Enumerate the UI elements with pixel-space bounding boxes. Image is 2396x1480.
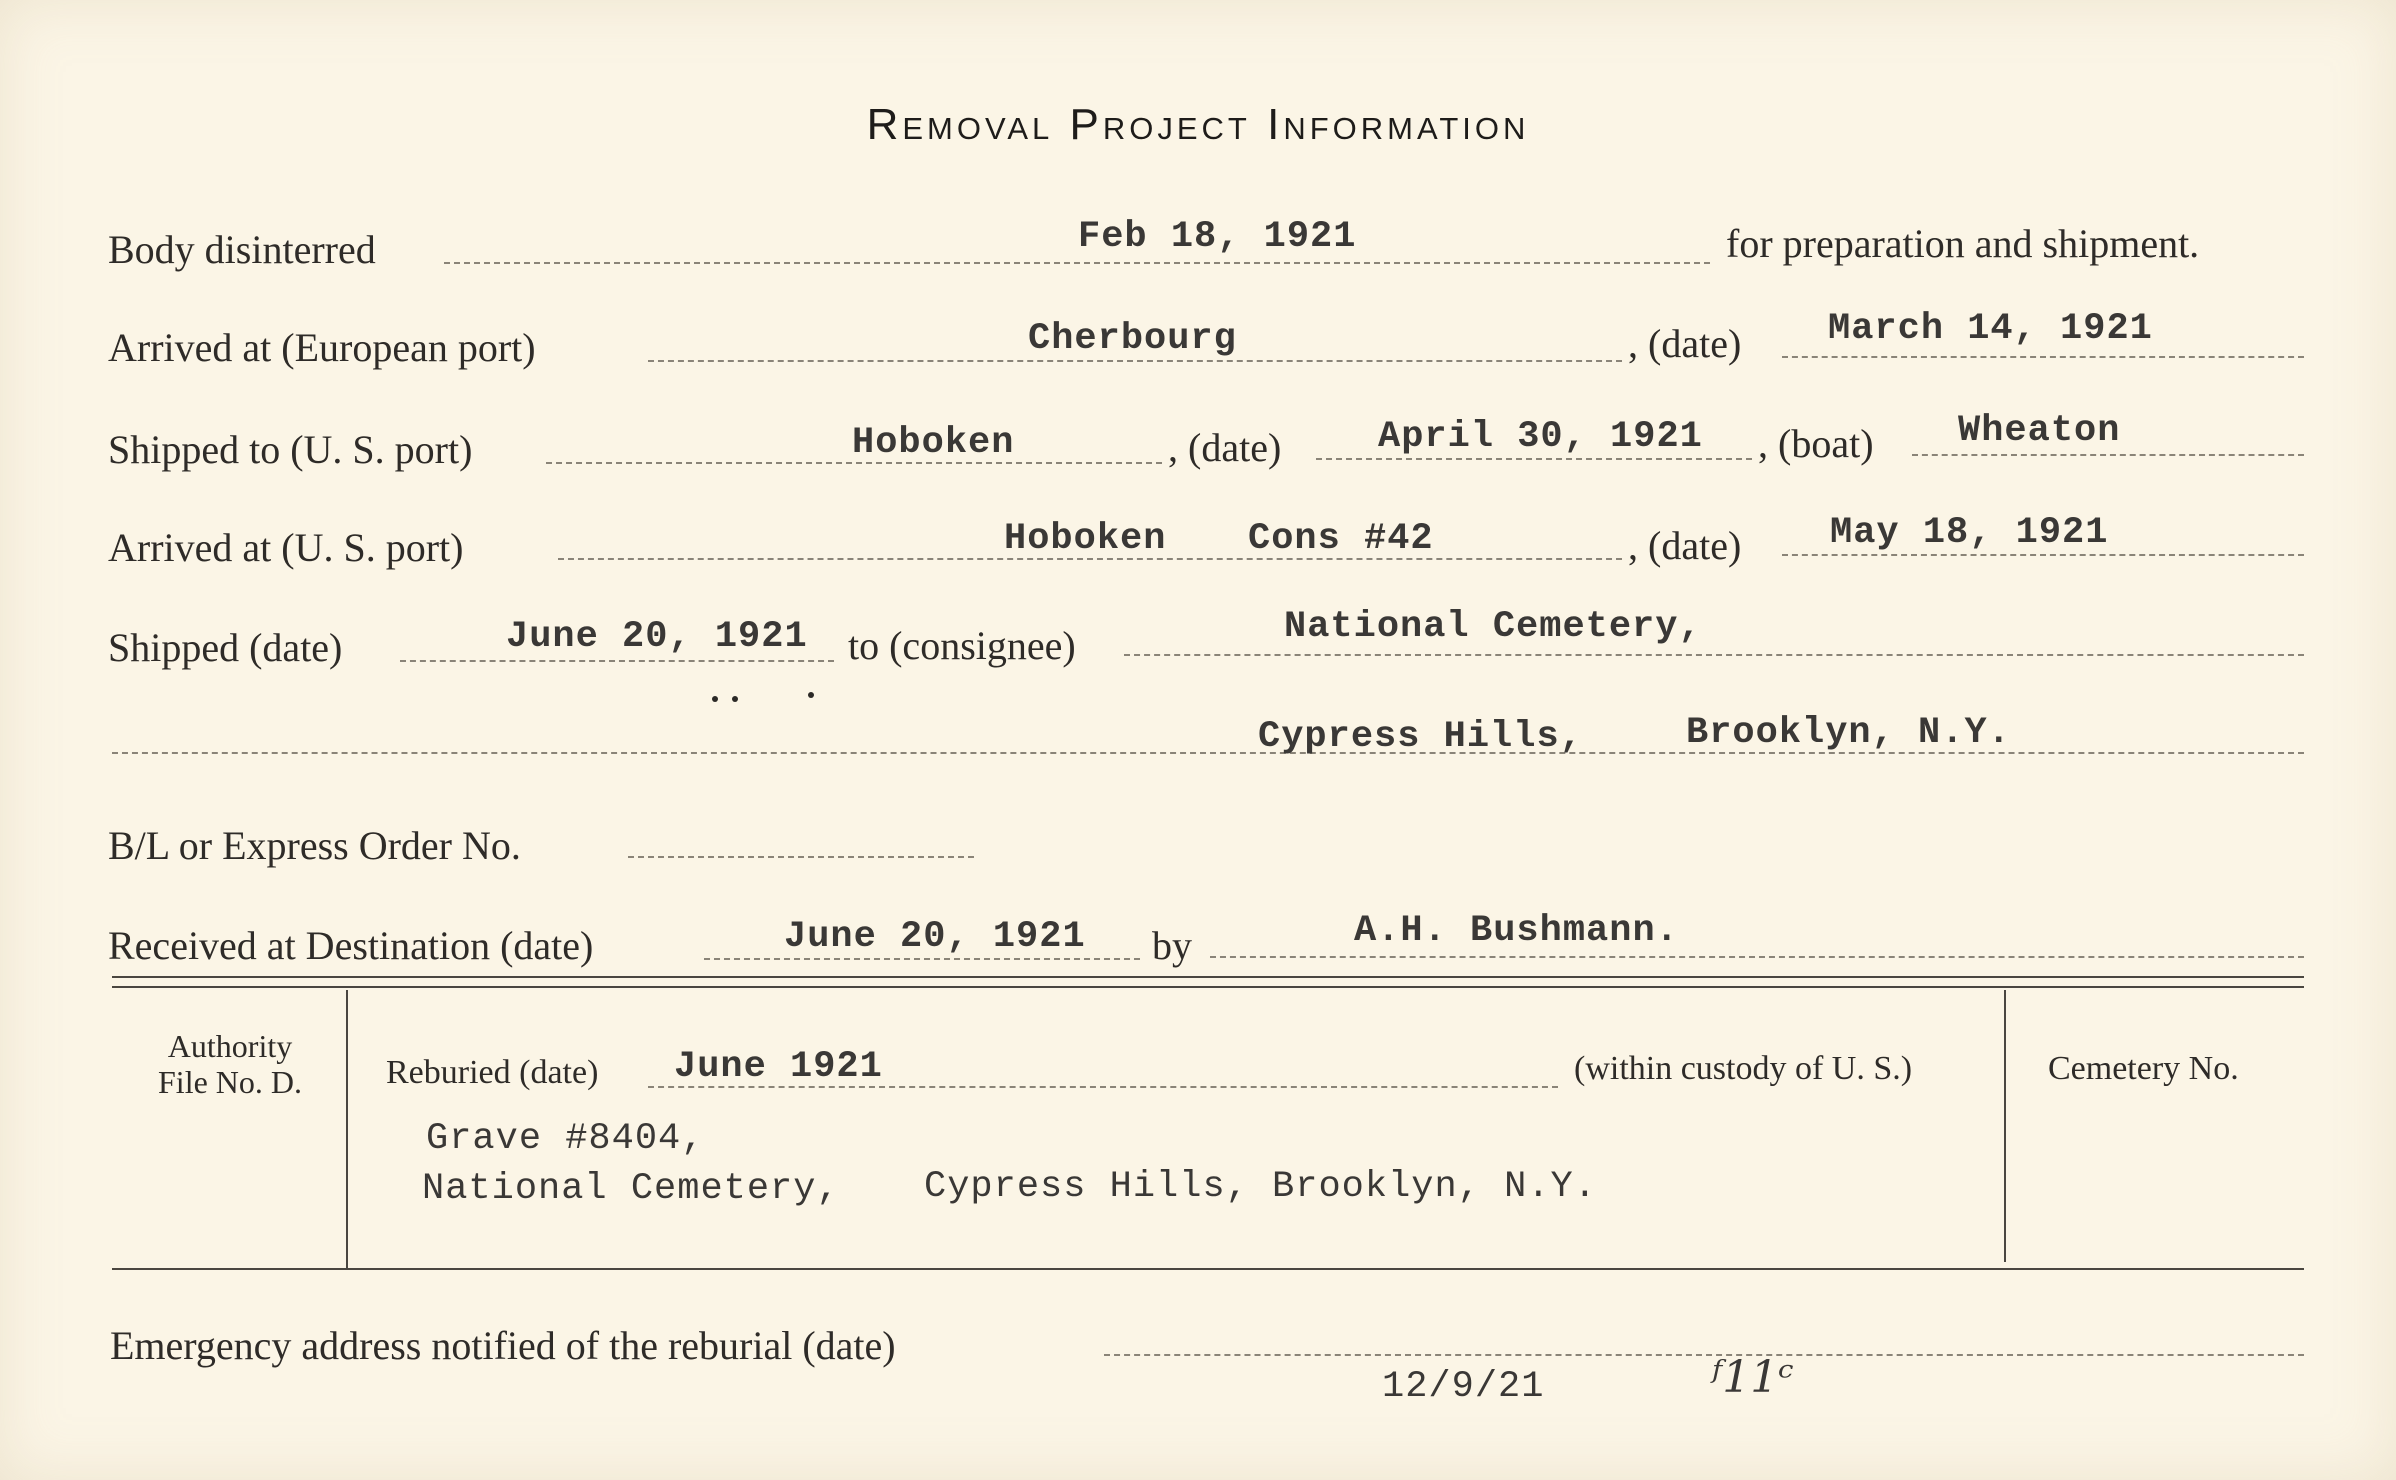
grave-location-cemetery: National Cemetery,	[422, 1168, 840, 1210]
emergency-date: 12/9/21	[1382, 1366, 1545, 1408]
authority-file-label	[130, 1028, 330, 1100]
shipped-to-date-label: , (date)	[1168, 425, 1282, 470]
consignee-label: to (consignee)	[848, 623, 1076, 668]
us-port-date-line	[1782, 554, 2304, 556]
us-port-value: Hoboken	[1004, 518, 1167, 560]
cemetery-no-label: Cemetery No.	[2048, 1050, 2239, 1087]
file-no-label: File No. D.	[158, 1064, 302, 1100]
received-date: June 20, 1921	[784, 916, 1086, 958]
card-title: Removal Project Information	[866, 100, 1530, 149]
body-disinterred-date: Feb 18, 1921	[1078, 216, 1357, 258]
received-label: Received at Destination (date)	[108, 923, 594, 968]
reburied-date: June 1921	[674, 1046, 883, 1088]
shipped-to-date: April 30, 1921	[1378, 416, 1703, 458]
shipped-date-value: June 20, 1921	[506, 616, 808, 658]
bl-express-line	[628, 856, 974, 858]
us-port-consignment: Cons #42	[1248, 518, 1434, 560]
authority-label: Authority	[167, 1028, 293, 1064]
custody-label: (within custody of U. S.)	[1574, 1050, 1913, 1087]
consignee-line2-place: Cypress Hills,	[1258, 716, 1583, 758]
shipped-to-port: Hoboken	[852, 422, 1015, 464]
shipped-to-date-line	[1316, 458, 1752, 460]
body-disinterred-line	[444, 262, 1710, 264]
european-port-date: March 14, 1921	[1828, 308, 2153, 350]
box-bottom-rule	[112, 1268, 2304, 1270]
reburied-label: Reburied (date)	[386, 1054, 599, 1091]
boat-line	[1912, 454, 2304, 456]
grave-location-city: Cypress Hills, Brooklyn, N.Y.	[924, 1166, 1597, 1208]
us-port-date-label: , (date)	[1628, 523, 1742, 568]
body-disinterred-label: Body disinterred	[108, 227, 376, 272]
received-by-value: A.H. Bushmann.	[1354, 910, 1679, 952]
box-top-rule	[112, 976, 2304, 978]
boat-label: , (boat)	[1758, 421, 1874, 466]
shipped-date-line	[400, 660, 834, 662]
shipped-to-label: Shipped to (U. S. port)	[108, 427, 473, 472]
handwritten-initials: ᶠ11ᶜ	[1712, 1352, 1794, 1403]
european-port-value: Cherbourg	[1028, 318, 1237, 360]
box-top-rule-inner	[112, 986, 2304, 988]
received-date-line	[704, 958, 1140, 960]
us-port-label: Arrived at (U. S. port)	[108, 525, 464, 570]
box-divider-right	[2004, 990, 2006, 1262]
boat-value: Wheaton	[1958, 410, 2121, 452]
received-by-label: by	[1152, 923, 1192, 968]
ink-speck	[808, 692, 814, 698]
bl-express-label: B/L or Express Order No.	[108, 823, 521, 868]
european-port-line	[648, 360, 1622, 362]
emergency-line	[1104, 1354, 2304, 1356]
european-port-date-line	[1782, 356, 2304, 358]
box-divider-left	[346, 990, 348, 1268]
preparation-shipment-label: for preparation and shipment.	[1726, 221, 2200, 266]
consignee-line2-city: Brooklyn, N.Y.	[1686, 712, 2011, 754]
consignee-line	[1124, 654, 2304, 656]
shipped-date-label: Shipped (date)	[108, 625, 343, 670]
ink-speck	[732, 696, 738, 702]
emergency-label: Emergency address notified of the reburial (date)	[110, 1323, 896, 1368]
consignee-line1: National Cemetery,	[1284, 606, 1702, 648]
european-port-date-label: , (date)	[1628, 321, 1742, 366]
european-port-label: Arrived at (European port)	[108, 325, 536, 370]
grave-number: Grave #8404,	[426, 1118, 705, 1160]
ink-speck	[712, 696, 718, 702]
received-by-line	[1210, 956, 2304, 958]
us-port-date: May 18, 1921	[1830, 512, 2109, 554]
